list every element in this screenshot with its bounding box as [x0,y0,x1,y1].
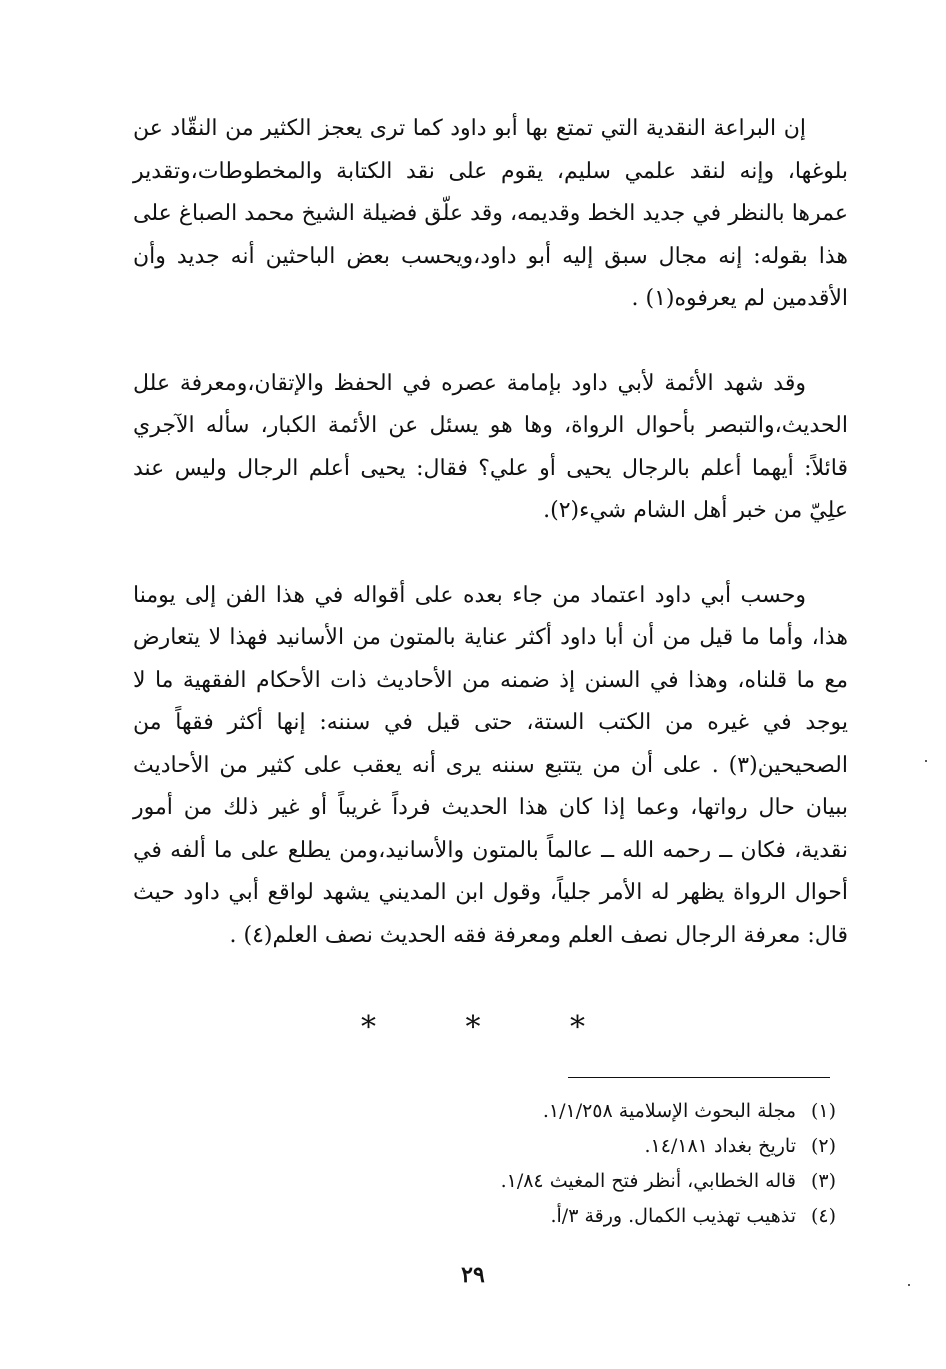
section-ornament: * * * [360,1010,626,1045]
footnote-number: (١) [810,1100,836,1122]
main-text [133,108,848,957]
footnote-number: (٣) [810,1170,836,1192]
page-number: ٢٩ [461,1262,485,1288]
footnotes-list [300,1094,836,1234]
footnote-text: تاريخ بغداد ١٤/١٨١. [644,1135,796,1157]
paragraph-1: إن البراعة النقدية التي تمتع بها أبو داود كما ترى يعجز الكثير من النقّاد عن بلوغها، وإنه لنقد علمي سليم، يقوم على نقد الكتابة والمخطوطات،وتقدير عمرها بالنظر في جديد الخط وقديمه، وقد علّق فضيلة الشيخ محمد الصباغ على هذا بقوله: إنه مجال سبق إليه أبو داود،ويحسب بعض الباحثين أنه جديد وأن الأقدمين لم يعرفوه(١) . [133,116,848,311]
scan-speck [925,760,927,762]
footnote-divider [568,1077,830,1078]
footnote-item [300,1199,836,1234]
footnote-item [300,1094,836,1129]
footnote-item [300,1129,836,1164]
footnote-number: (٤) [810,1205,836,1227]
footnote-text: مجلة البحوث الإسلامية ١/١/٢٥٨. [542,1100,796,1122]
footnote-item [300,1164,836,1199]
paragraph-2: وقد شهد الأئمة لأبي داود بإمامة عصره في الحفظ والإتقان،ومعرفة علل الحديث،والتبصر بأحوال الرواة، وها هو يسئل عن الأئمة الكبار، سأله الآجري قائلاً: أيهما أعلم بالرجال يحيى أو علي؟ فقال: يحيى أعلم الرجال وليس عند علِيّ من خبر أهل الشام شيء(٢). [133,370,848,523]
footnote-number: (٢) [810,1135,836,1157]
footnote-text: قاله الخطابي، أنظر فتح المغيث ١/٨٤. [500,1170,796,1192]
footnote-text: تذهيب تهذيب الكمال. ورقة ٣/أ. [550,1205,796,1227]
paragraph-3: وحسب أبي داود اعتماد من جاء بعده على أقواله في هذا الفن إلى يومنا هذا، وأما ما قيل من أن أبا داود أكثر عناية بالمتون من الأسانيد فهذا لا يتعارض مع ما قلناه، وهذا في السنن إذ ضمنه من الأحاديث ذات الأحكام الفقهية ما لا يوجد في غيره من الكتب الستة، حتى قيل في سننه: إنها أكثر فقهاً من الصحيحين(٣) . على أن من يتتبع سننه يرى أنه يعقب على كثير من الأحاديث ببيان حال رواتها، وعما إذا كان هذا الحديث فرداً غريباً أو غير ذلك من أمور نقدية، فكان ــ رحمه الله ــ عالماً بالمتون والأسانيد،ومن يطلع على ما ألفه في أحوال الرواة يظهر له الأمر جلياً، وقول ابن المديني يشهد لواقع أبي داود حيث قال: معرفة الرجال نصف العلم ومعرفة فقه الحديث نصف العلم(٤) . [133,582,848,948]
scan-speck [908,1284,910,1286]
